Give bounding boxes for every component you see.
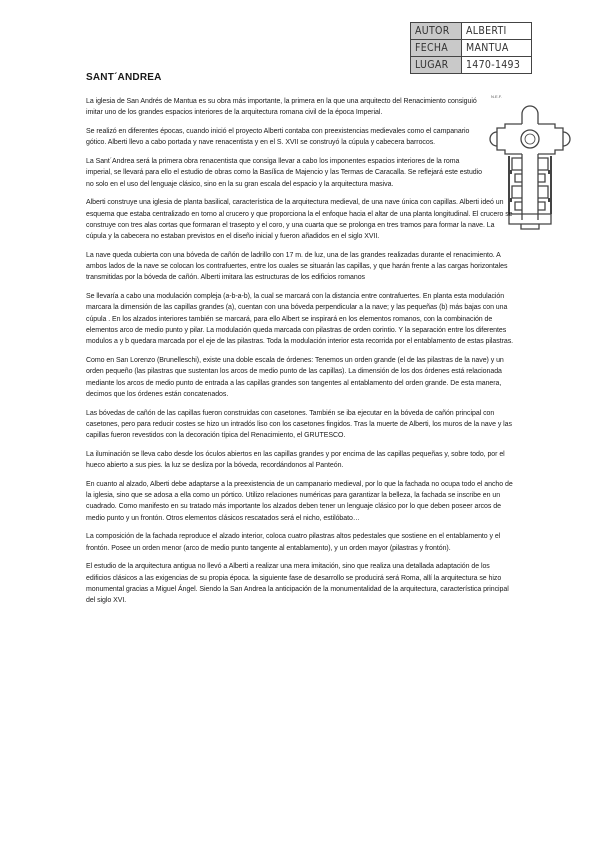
- info-table: [410, 22, 532, 74]
- body-text: [86, 96, 514, 614]
- info-key: FECHA: [411, 40, 462, 57]
- paragraph: La composición de la fachada reproduce el alzado interior, coloca cuatro pilastras altos pedestales que sostiene en el entablamento y el frontón. Posee un orden menor (arco de medio punto tangente al entablamento), y un orden mayor (pilastras y frontón).: [86, 533, 501, 552]
- info-row-place: [411, 57, 532, 74]
- paragraph: La iglesia de San Andrés de Mantua es su obra más importante, la primera en la que una arquitecto del Renacimiento consiguió imitar uno de los grandes espacios interiores de la arquitectura romana civil de la época Imperial.: [86, 98, 477, 117]
- info-key: LUGAR: [411, 57, 462, 74]
- paragraph: Como en San Lorenzo (Brunelleschi), existe una doble escala de órdenes: Tenemos un orden grande (el de las pilastras de la nave) y un orden pequeño (las pilastras que sustentan los arcos de medio punto de las capillas). La dimensión de los dos órdenes está relacionada mediante los arcos de medio punto de entrada a las capillas grandes son tangentes al entablamento del orden grande. De esta manera, decimos que los órdenes están concatenados.: [86, 356, 504, 398]
- paragraph: La nave queda cubierta con una bóveda de cañón de ladrillo con 17 m. de luz, una de las grandes realizadas durante el renacimiento. A ambos lados de la nave se colocan los contrafuertes, entre los cuales se situarán las capillas, y que harán frente a las cargas horizontales transmitidas por la bóveda de cañón. Alberti imitara las estructuras de los edificios romanos: [86, 251, 508, 282]
- paragraph: Se realizó en diferentes épocas, cuando inició el proyecto Alberti contaba con preexistencias medievales como el campanario gótico. Alberti llevo a cabo portada y nave renacentista y en el S. XVII se construyó la cúpula y cabecera barrocos.: [86, 127, 470, 147]
- paragraph: La Sant´Andrea será la primera obra renacentista que consiga llevar a cabo los imponentes espacios interiores de la roma imperial, se llevará para ello el estudio de obras como la Basílica de Majencio y las Termas de Caracalla. Se reflejará este estudio no solo en el uso del lenguaje clásico, sino en la su gran escala del espacio y la arquitectura masiva.: [86, 157, 482, 188]
- plan-label: N.E.F.: [491, 94, 502, 99]
- document-title: SANT´ANDREA: [86, 72, 162, 83]
- info-row-date: [411, 40, 532, 57]
- info-value: MANTUA: [462, 40, 532, 57]
- info-key: AUTOR: [411, 23, 462, 40]
- paragraph: La iluminación se lleva cabo desde los óculos abiertos en las capillas grandes y por encima de las capillas pequeñas y, sobre todo, por el hueco abierto a sus pies. la luz se desliza por la bóveda, recordándonos al Panteón.: [86, 450, 505, 470]
- paragraph: Se llevaría a cabo una modulación compleja (a-b-a-b), la cual se marcará con la distancia entre contrafuertes. En planta esta modulación marcara la dimensión de las capillas grandes (a), cuentan con una bóveda perpendicular a la nave; y las pequeñas (b) más bajas con una cúpula . En los alzados interiores también se marcará, para ello Albert se inspirará en los elementos romanos, con la combinación de elementos arco de medio punto y pilar. La modulación queda marcada con pilastras de orden corintio. Y la separación entre los diferentes modulos a y b quedara marcada por el eje de las pilastras. Toda la modulación interior esta recorrida por el entablamento de estas pilastras.: [86, 293, 514, 346]
- paragraph: En cuanto al alzado, Alberti debe adaptarse a la preexistencia de un campanario medieval, por lo que la fachada no ocupa todo el ancho de la iglesia, sino que se adosa a ella como un pórtico. Utilizo relaciones numéricas para garantizar la belleza, la fachada se inscribe en un cuadrado. Como manifesto en su tratado más importante los alzados deben tener un lenguaje clásico por lo que deben poseer arcos de medio punto y un frontón. Otros elementos clásicos rescatados será el nicho, estilóbato…: [86, 480, 513, 522]
- paragraph: El estudio de la arquitectura antigua no llevó a Alberti a realizar una mera imitación, sino que realiza una detallada adaptación de los edificios clásicos a las exigencias de su propia época. la siguiente fase de desarrollo se producirá será Roma, allí la arquitectura se hizo monumental gracias a Miguel Ángel. Siendo la San Andrea la anticipación de la monumentalidad de la arquitectura, característica principal del siglo XVI.: [86, 563, 509, 605]
- info-row-author: [411, 23, 532, 40]
- info-value: ALBERTI: [462, 23, 532, 40]
- paragraph: Las bóvedas de cañón de las capillas fueron construidas con casetones. También se iba ejecutar en la bóveda de cañón principal con casetones, pero para reducir costes se hizo un intradós liso con los casetones fingidos. Tras la muerte de Alberti, los muros de la nave y las capillas fueron revestidos con la decoración típica del Renacimiento, el GRUTESCO.: [86, 409, 512, 440]
- info-value: 1470-1493: [462, 57, 532, 74]
- paragraph: Alberti construye una iglesia de planta basilical, característica de la arquitectura medieval, de una nave única con capillas. Alberti ideó un esquema que estaba centralizado en torno al crucero y que proporciona la el enfoque hacia el altar de una planta longitudinal. El crucero se construye con tres alas cortas que formaran el trasepto y el coro, y una cuarta que se prolonga en tres tramos para formar la nave. La cúpula y la cabecera no estaban previstos en el diseño inicial y fueron añadidos en el siglo XVII.: [86, 199, 513, 241]
